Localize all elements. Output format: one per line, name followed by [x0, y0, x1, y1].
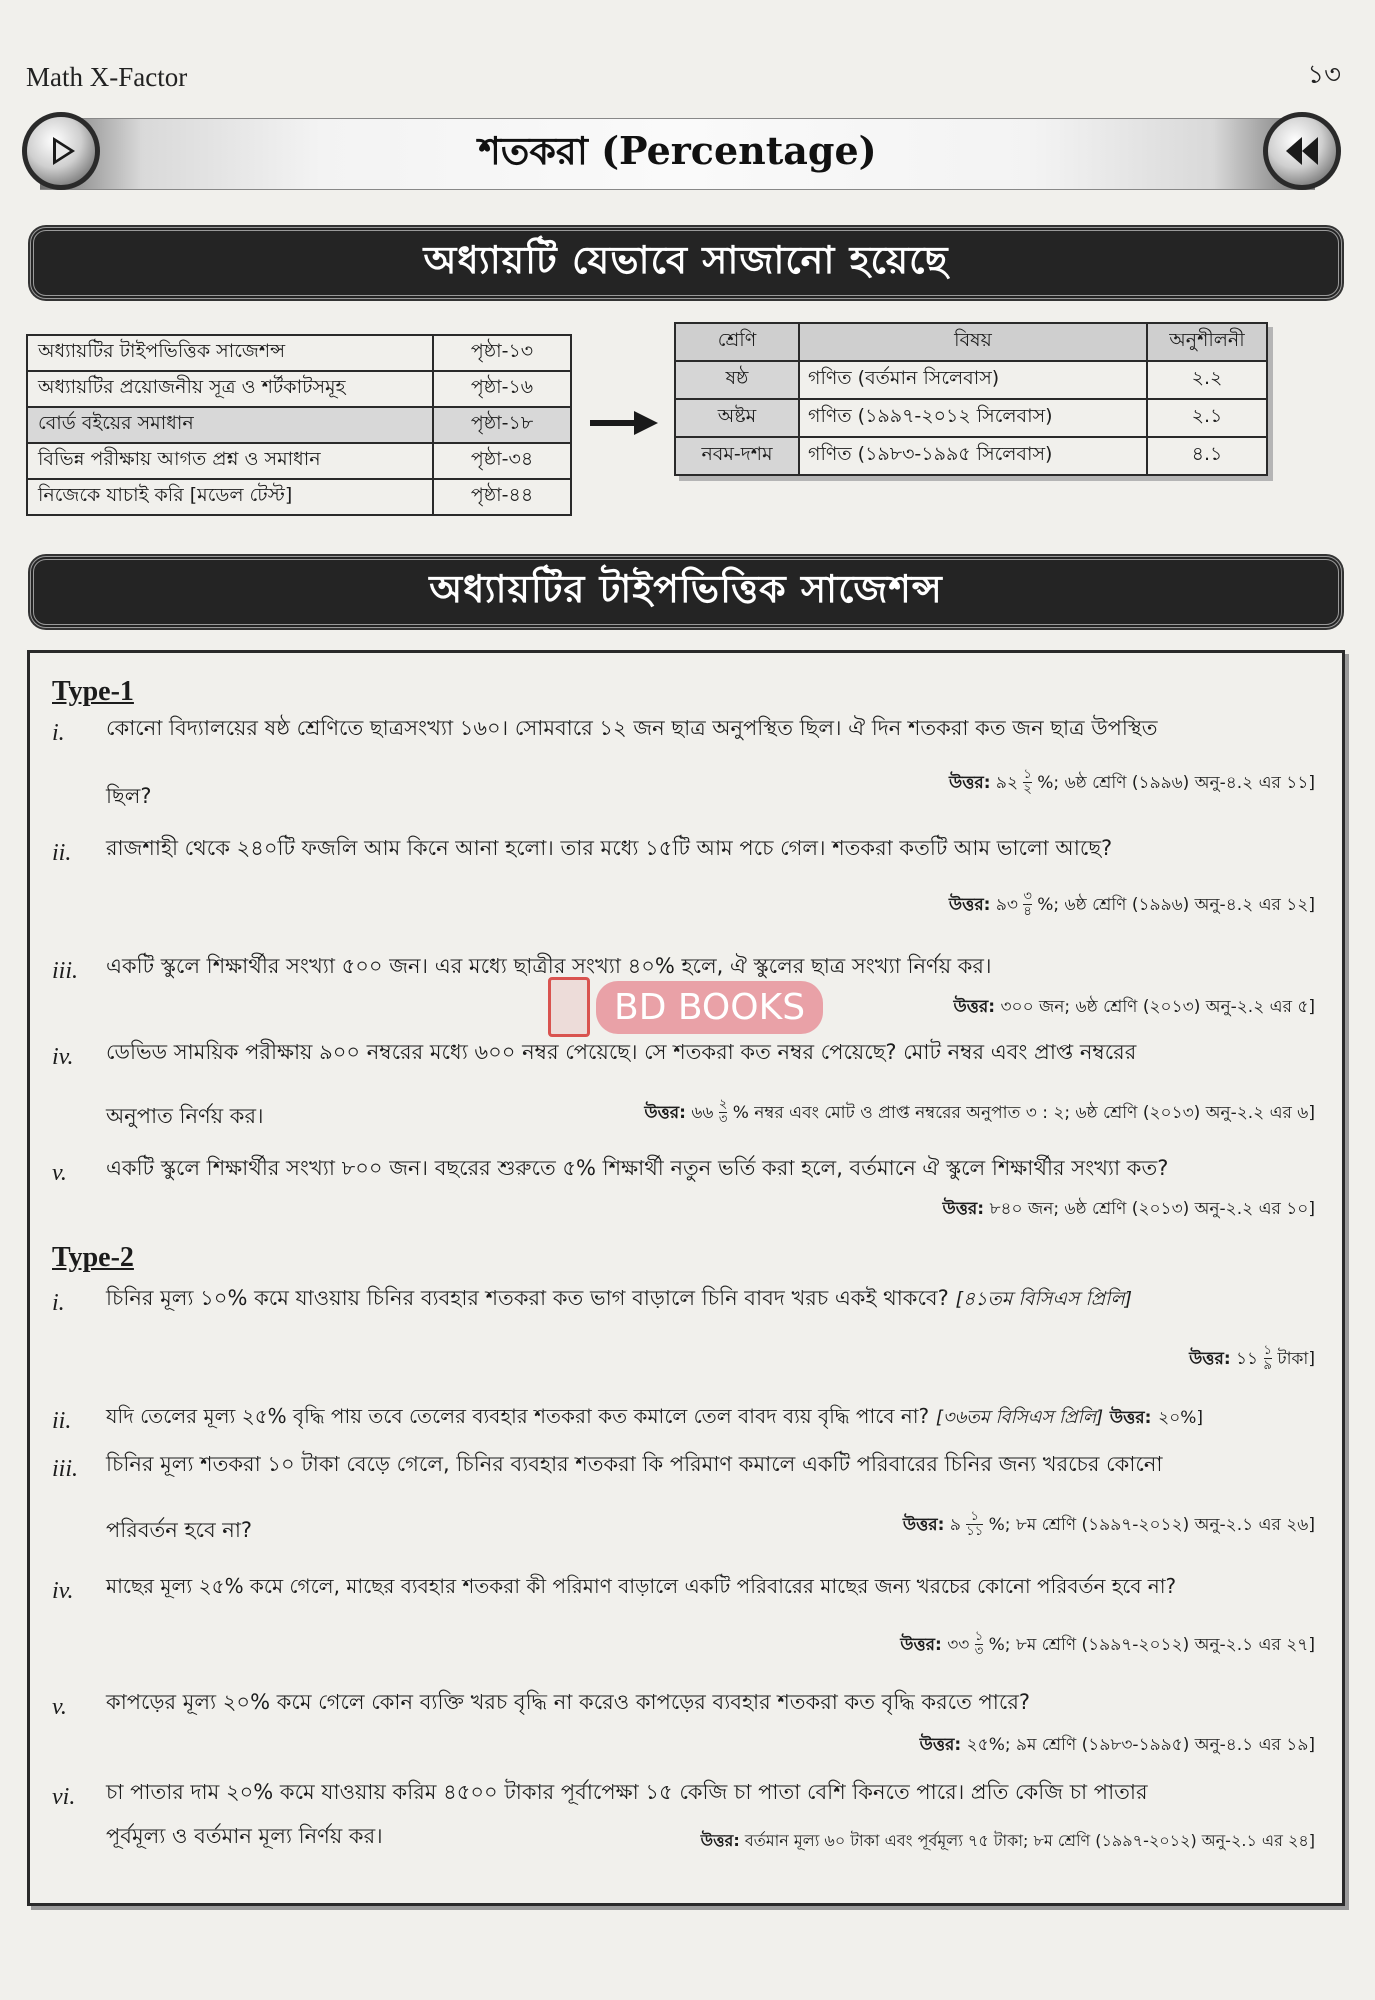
question-number: v.	[52, 1694, 67, 1720]
fraction-denominator: ৪	[1023, 904, 1032, 920]
contents-row	[27, 335, 571, 371]
fraction-numerator: ১	[966, 1510, 983, 1525]
contents-label: বিভিন্ন পরীক্ষায় আগত প্রশ্ন ও সমাধান	[27, 443, 433, 479]
answer-label: উত্তর:	[902, 1514, 945, 1535]
answer	[943, 1196, 1316, 1224]
question-text: ডেভিড সাময়িক পরীক্ষায় ৯০০ নম্বরের মধ্যে ৬০০ নম্বর পেয়েছে। সে শতকরা কত নম্বর পেয়েছে? মোট নম্বর এবং প্রাপ্ত নম্বরের	[106, 1040, 1137, 1064]
fraction-denominator: ৩	[718, 1112, 728, 1128]
question-number: v.	[52, 1160, 67, 1186]
play-right-icon	[22, 112, 100, 190]
syllabus-table	[674, 322, 1268, 476]
fraction-numerator: ১	[974, 1629, 984, 1644]
section-heading-suggestions	[30, 556, 1342, 628]
question-text: মাছের মূল্য ২৫% কমে গেলে, মাছের ব্যবহার শতকরা কী পরিমাণ বাড়ালে একটি পরিবারের মাছের জন্য খরচের কোনো পরিবর্তন হবে না?	[106, 1574, 1177, 1598]
answer-fraction	[719, 1098, 727, 1128]
answer-label: উত্তর:	[948, 772, 991, 793]
answer-rest: টাকা]	[1277, 1348, 1315, 1369]
answer-rest: % নম্বর এবং মোট ও প্রাপ্ত নম্বরের অনুপাত ৩ : ২; ৬ষ্ঠ শ্রেণি (২০১৩) অনু-২.২ এর ৬]	[732, 1102, 1315, 1123]
answer	[900, 1630, 1315, 1660]
answer-whole: ৯	[949, 1514, 961, 1535]
contents-page: পৃষ্ঠা-১৬	[433, 371, 571, 407]
contents-row	[27, 407, 571, 443]
question-body: যদি তেলের মূল্য ২৫% বৃদ্ধি পায় তবে তেলের ব্যবহার শতকরা কত কমালে তেল বাবদ ব্যয় বৃদ্ধি পাবে না?	[106, 1404, 930, 1428]
syllabus-exercise: ৪.১	[1147, 437, 1267, 475]
contents-row	[27, 443, 571, 479]
chapter-title: শতকরা (Percentage)	[478, 128, 877, 173]
header-class: শ্রেণি	[675, 323, 799, 361]
book-logo-icon	[548, 977, 590, 1037]
answer-label: উত্তর:	[919, 1735, 962, 1755]
answer-whole: ১১	[1236, 1348, 1259, 1369]
question-text-cont: ছিল?	[106, 784, 152, 808]
question-text	[106, 1286, 1316, 1311]
answer-label: উত্তর:	[953, 997, 996, 1017]
answer-rest: ৩০০ জন; ৬ষ্ঠ শ্রেণি (২০১৩) অনু-২.২ এর ৫]	[1000, 997, 1315, 1017]
question-body: চিনির মূল্য ১০% কমে যাওয়ায় চিনির ব্যবহার শতকরা কত ভাগ বাড়ালে চিনি বাবদ খরচ একই থাকবে?	[106, 1286, 949, 1310]
syllabus-subject: গণিত (১৯৮৩-১৯৯৫ সিলেবাস)	[799, 437, 1147, 475]
contents-row	[27, 479, 571, 515]
question-text-cont: পূর্বমূল্য ও বর্তমান মূল্য নির্ণয় কর।	[106, 1824, 383, 1848]
answer-rest: %; ৬ষ্ঠ শ্রেণি (১৯৯৬) অনু-৪.২ এর ১১]	[1037, 772, 1315, 793]
answer-label: উত্তর:	[948, 894, 991, 915]
header-exercise: অনুশীলনী	[1147, 323, 1267, 361]
contents-page: পৃষ্ঠা-১৩	[433, 335, 571, 371]
question-text: একটি স্কুলে শিক্ষার্থীর সংখ্যা ৫০০ জন। এর মধ্যে ছাত্রীর সংখ্যা ৪০% হলে, ঐ স্কুলের ছাত্র সংখ্যা নির্ণয় কর।	[106, 954, 992, 978]
fraction-numerator: ১	[1263, 1343, 1272, 1358]
question-number: i.	[52, 720, 65, 746]
contents-label: অধ্যায়টির টাইপভিত্তিক সাজেশন্স	[27, 335, 433, 371]
question-number: iii.	[52, 958, 79, 984]
syllabus-class: নবম-দশম	[675, 437, 799, 475]
answer-fraction	[966, 1510, 983, 1540]
question-source: [৩৬তম বিসিএস প্রিলি]	[935, 1407, 1104, 1428]
contents-page: পৃষ্ঠা-৪৪	[433, 479, 571, 515]
question-text-cont: অনুপাত নির্ণয় কর।	[106, 1104, 264, 1128]
answer	[644, 1098, 1315, 1128]
contents-label: অধ্যায়টির প্রয়োজনীয় সূত্র ও শর্টকাটসমূহ	[27, 371, 433, 407]
answer	[949, 890, 1315, 920]
rewind-icon	[1263, 112, 1341, 190]
question-number: ii.	[52, 1408, 72, 1434]
answer-label: উত্তর:	[644, 1102, 686, 1123]
answer-whole: ৯৩	[995, 894, 1018, 915]
answer	[1189, 1344, 1315, 1374]
page-number: ১৩	[1307, 60, 1341, 90]
question-text: একটি স্কুলে শিক্ষার্থীর সংখ্যা ৮০০ জন। বছরের শুরুতে ৫% শিক্ষার্থী নতুন ভর্তি করা হলে, বর্তমানে ঐ স্কুলে শিক্ষার্থীর সংখ্যা কত?	[106, 1156, 1169, 1180]
answer-label: উত্তর:	[1189, 1348, 1231, 1369]
watermark-text: BD BOOKS	[596, 981, 823, 1034]
question-text: কাপড়ের মূল্য ২০% কমে গেলে কোন ব্যক্তি খরচ বৃদ্ধি না করেও কাপড়ের ব্যবহার শতকরা কত বৃদ্ধি করতে পারে?	[106, 1690, 1031, 1714]
contents-row	[27, 371, 571, 407]
answer-fraction	[1023, 768, 1031, 798]
answer-rest: ২০%]	[1158, 1408, 1204, 1428]
fraction-numerator: ৩	[1023, 889, 1032, 904]
section-heading-arrangement	[30, 227, 1342, 299]
question-number: ii.	[52, 840, 72, 866]
answer	[701, 1828, 1315, 1855]
answer	[954, 994, 1315, 1022]
question-number: iv.	[52, 1578, 74, 1604]
answer	[949, 768, 1315, 798]
answer-rest: %; ৬ষ্ঠ শ্রেণি (১৯৯৬) অনু-৪.২ এর ১২]	[1037, 894, 1315, 915]
syllabus-exercise: ২.২	[1147, 361, 1267, 399]
watermark	[548, 966, 838, 1048]
question-number: i.	[52, 1290, 65, 1316]
contents-page: পৃষ্ঠা-৩৪	[433, 443, 571, 479]
question-number: vi.	[52, 1784, 76, 1810]
answer-rest: %; ৮ম শ্রেণি (১৯৯৭-২০১২) অনু-২.১ এর ২৭]	[988, 1634, 1315, 1655]
syllabus-header-row	[675, 323, 1267, 361]
syllabus-exercise: ২.১	[1147, 399, 1267, 437]
fraction-denominator: ৯	[1263, 1358, 1272, 1374]
answer-fraction	[1264, 1344, 1272, 1374]
answer-rest: %; ৮ম শ্রেণি (১৯৯৭-২০১২) অনু-২.১ এর ২৬]	[988, 1514, 1315, 1535]
answer	[903, 1510, 1315, 1540]
fraction-denominator: ২	[1023, 782, 1032, 798]
header-subject: বিষয়	[799, 323, 1147, 361]
answer-label: উত্তর:	[1109, 1408, 1152, 1428]
answer-fraction	[1023, 890, 1031, 920]
syllabus-subject: গণিত (বর্তমান সিলেবাস)	[799, 361, 1147, 399]
fraction-numerator: ২	[718, 1097, 728, 1112]
question-number: iv.	[52, 1044, 74, 1070]
question-number: iii.	[52, 1456, 79, 1482]
contents-label: বোর্ড বইয়ের সমাধান	[27, 407, 433, 443]
answer-fraction	[975, 1630, 983, 1660]
section-heading-text: অধ্যায়টির টাইপভিত্তিক সাজেশন্স	[429, 567, 943, 611]
type-heading: Type-2	[52, 1242, 134, 1273]
answer-label: উত্তর:	[942, 1199, 985, 1219]
question-source: [৪১তম বিসিএস প্রিলি]	[955, 1288, 1133, 1310]
syllabus-row	[675, 361, 1267, 399]
question-text: চিনির মূল্য শতকরা ১০ টাকা বেড়ে গেলে, চিনির ব্যবহার শতকরা কি পরিমাণ কমালে একটি পরিবারের চিনির জন্য খরচের কোনো	[106, 1452, 1163, 1476]
question-text	[106, 1404, 1316, 1429]
question-text: কোনো বিদ্যালয়ের ষষ্ঠ শ্রেণিতে ছাত্রসংখ্যা ১৬০। সোমবারে ১২ জন ছাত্র অনুপস্থিত ছিল। ঐ দিন শতকরা কত জন ছাত্র উপস্থিত	[106, 716, 1158, 740]
fraction-numerator: ১	[1023, 767, 1032, 782]
answer-rest: ৮৪০ জন; ৬ষ্ঠ শ্রেণি (২০১৩) অনু-২.২ এর ১০]	[989, 1199, 1315, 1219]
syllabus-row	[675, 437, 1267, 475]
chapter-title-band	[40, 118, 1315, 190]
syllabus-row	[675, 399, 1267, 437]
arrow-right-icon	[590, 408, 658, 438]
type-heading: Type-1	[52, 676, 134, 707]
answer-whole: ৯২	[995, 772, 1019, 793]
syllabus-class: ষষ্ঠ	[675, 361, 799, 399]
fraction-denominator: ১১	[966, 1524, 984, 1540]
answer-label: উত্তর:	[900, 1634, 942, 1655]
answer-rest: ২৫%; ৯ম শ্রেণি (১৯৮৩-১৯৯৫) অনু-৪.১ এর ১৯]	[966, 1735, 1315, 1755]
question-text-cont: পরিবর্তন হবে না?	[106, 1518, 253, 1542]
contents-page: পৃষ্ঠা-১৮	[433, 407, 571, 443]
answer-whole: ৩৩	[947, 1634, 970, 1655]
syllabus-subject: গণিত (১৯৯৭-২০১২ সিলেবাস)	[799, 399, 1147, 437]
syllabus-class: অষ্টম	[675, 399, 799, 437]
answer-whole: ৬৬	[691, 1102, 714, 1123]
answer	[920, 1732, 1315, 1760]
answer-label: উত্তর:	[700, 1831, 740, 1850]
answer-rest: বর্তমান মূল্য ৬০ টাকা এবং পূর্বমূল্য ৭৫ টাকা; ৮ম শ্রেণি (১৯৯৭-২০১২) অনু-২.১ এর ২৪]	[744, 1831, 1315, 1850]
contents-label: নিজেকে যাচাই করি [মডেল টেস্ট]	[27, 479, 433, 515]
question-text: চা পাতার দাম ২০% কমে যাওয়ায় করিম ৪৫০০ টাকার পূর্বাপেক্ষা ১৫ কেজি চা পাতা বেশি কিনতে পারে। প্রতি কেজি চা পাতার	[106, 1780, 1148, 1804]
running-title: Math X-Factor	[26, 62, 188, 92]
contents-table	[26, 334, 572, 516]
section-heading-text: অধ্যায়টি যেভাবে সাজানো হয়েছে	[423, 238, 949, 282]
question-text: রাজশাহী থেকে ২৪০টি ফজলি আম কিনে আনা হলো। তার মধ্যে ১৫টি আম পচে গেল। শতকরা কতটি আম ভালো আছে?	[106, 836, 1113, 860]
fraction-denominator: ৩	[974, 1644, 984, 1660]
